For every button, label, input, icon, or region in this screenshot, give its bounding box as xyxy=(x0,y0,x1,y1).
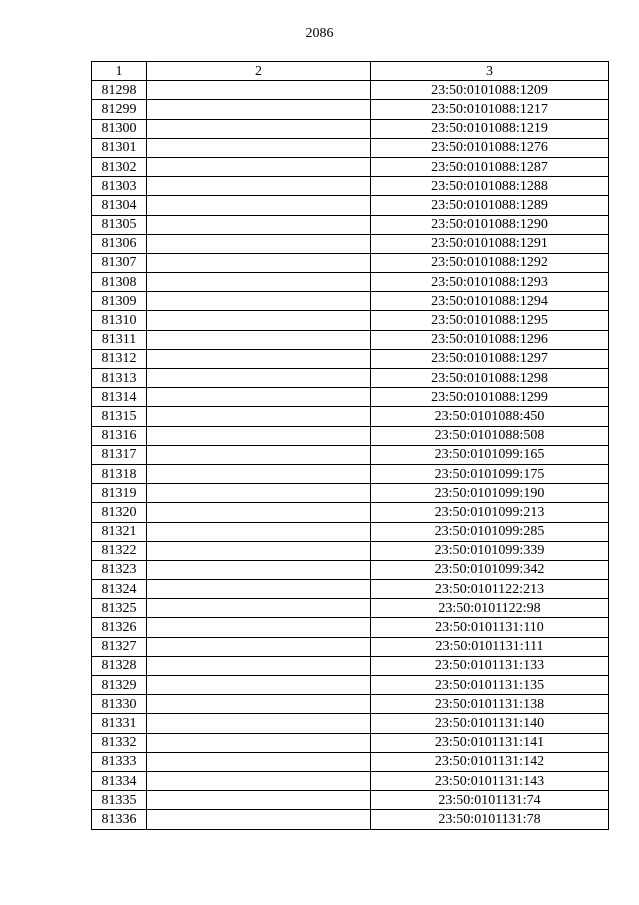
cadastral-number-cell: 23:50:0101088:1289 xyxy=(371,196,609,215)
row-name-cell xyxy=(147,388,371,407)
table-row xyxy=(92,714,609,733)
table-row xyxy=(92,656,609,675)
row-name-cell xyxy=(147,560,371,579)
row-number-cell: 81330 xyxy=(92,695,147,714)
table-row xyxy=(92,388,609,407)
row-number-cell: 81324 xyxy=(92,580,147,599)
row-number-cell: 81325 xyxy=(92,599,147,618)
row-number-cell: 81304 xyxy=(92,196,147,215)
cadastral-number-cell: 23:50:0101088:1294 xyxy=(371,292,609,311)
row-name-cell xyxy=(147,656,371,675)
table-row xyxy=(92,292,609,311)
table-row xyxy=(92,695,609,714)
table-row xyxy=(92,771,609,790)
cadastral-number-cell: 23:50:0101122:213 xyxy=(371,580,609,599)
row-number-cell: 81300 xyxy=(92,119,147,138)
cadastral-number-cell: 23:50:0101131:111 xyxy=(371,637,609,656)
row-name-cell xyxy=(147,522,371,541)
row-name-cell xyxy=(147,695,371,714)
cadastral-number-cell: 23:50:0101131:78 xyxy=(371,810,609,829)
row-number-cell: 81313 xyxy=(92,369,147,388)
table-row xyxy=(92,484,609,503)
table-row xyxy=(92,464,609,483)
cadastral-number-cell: 23:50:0101088:508 xyxy=(371,426,609,445)
row-name-cell xyxy=(147,791,371,810)
row-name-cell xyxy=(147,445,371,464)
row-number-cell: 81312 xyxy=(92,349,147,368)
row-name-cell xyxy=(147,196,371,215)
table-row xyxy=(92,637,609,656)
registry-table xyxy=(91,61,609,830)
table-row xyxy=(92,426,609,445)
row-name-cell xyxy=(147,81,371,100)
cadastral-number-cell: 23:50:0101099:342 xyxy=(371,560,609,579)
cadastral-number-cell: 23:50:0101088:1295 xyxy=(371,311,609,330)
row-number-cell: 81311 xyxy=(92,330,147,349)
row-name-cell xyxy=(147,752,371,771)
cadastral-number-cell: 23:50:0101131:133 xyxy=(371,656,609,675)
table-row xyxy=(92,445,609,464)
cadastral-number-cell: 23:50:0101131:141 xyxy=(371,733,609,752)
row-number-cell: 81298 xyxy=(92,81,147,100)
cadastral-number-cell: 23:50:0101099:339 xyxy=(371,541,609,560)
row-name-cell xyxy=(147,215,371,234)
row-name-cell xyxy=(147,771,371,790)
row-name-cell xyxy=(147,580,371,599)
row-number-cell: 81318 xyxy=(92,464,147,483)
row-number-cell: 81332 xyxy=(92,733,147,752)
table-row xyxy=(92,177,609,196)
table-body xyxy=(92,81,609,829)
row-name-cell xyxy=(147,369,371,388)
row-number-cell: 81301 xyxy=(92,138,147,157)
row-number-cell: 81323 xyxy=(92,560,147,579)
row-number-cell: 81321 xyxy=(92,522,147,541)
row-number-cell: 81310 xyxy=(92,311,147,330)
table-row xyxy=(92,369,609,388)
row-name-cell xyxy=(147,464,371,483)
row-name-cell xyxy=(147,157,371,176)
row-name-cell xyxy=(147,733,371,752)
cadastral-number-cell: 23:50:0101131:142 xyxy=(371,752,609,771)
cadastral-number-cell: 23:50:0101131:140 xyxy=(371,714,609,733)
row-name-cell xyxy=(147,253,371,272)
row-name-cell xyxy=(147,599,371,618)
column-header-2: 2 xyxy=(147,62,371,81)
row-number-cell: 81320 xyxy=(92,503,147,522)
table-row xyxy=(92,81,609,100)
table-row xyxy=(92,138,609,157)
row-name-cell xyxy=(147,100,371,119)
cadastral-number-cell: 23:50:0101088:1297 xyxy=(371,349,609,368)
row-number-cell: 81317 xyxy=(92,445,147,464)
row-number-cell: 81306 xyxy=(92,234,147,253)
cadastral-number-cell: 23:50:0101088:1219 xyxy=(371,119,609,138)
cadastral-number-cell: 23:50:0101088:1288 xyxy=(371,177,609,196)
cadastral-number-cell: 23:50:0101088:1293 xyxy=(371,273,609,292)
row-name-cell xyxy=(147,119,371,138)
row-name-cell xyxy=(147,426,371,445)
table-row xyxy=(92,349,609,368)
row-number-cell: 81328 xyxy=(92,656,147,675)
row-name-cell xyxy=(147,407,371,426)
cadastral-number-cell: 23:50:0101131:74 xyxy=(371,791,609,810)
row-number-cell: 81322 xyxy=(92,541,147,560)
cadastral-number-cell: 23:50:0101088:1298 xyxy=(371,369,609,388)
row-name-cell xyxy=(147,618,371,637)
row-number-cell: 81308 xyxy=(92,273,147,292)
row-number-cell: 81303 xyxy=(92,177,147,196)
cadastral-number-cell: 23:50:0101099:165 xyxy=(371,445,609,464)
row-number-cell: 81302 xyxy=(92,157,147,176)
column-header-1: 1 xyxy=(92,62,147,81)
row-name-cell xyxy=(147,311,371,330)
row-name-cell xyxy=(147,292,371,311)
table-row xyxy=(92,253,609,272)
page-number: 2086 xyxy=(305,26,334,41)
row-name-cell xyxy=(147,503,371,522)
row-name-cell xyxy=(147,330,371,349)
row-name-cell xyxy=(147,138,371,157)
cadastral-number-cell: 23:50:0101131:138 xyxy=(371,695,609,714)
cadastral-number-cell: 23:50:0101088:1287 xyxy=(371,157,609,176)
row-number-cell: 81326 xyxy=(92,618,147,637)
cadastral-number-cell: 23:50:0101088:1299 xyxy=(371,388,609,407)
table-row xyxy=(92,215,609,234)
table-row xyxy=(92,196,609,215)
table-row xyxy=(92,810,609,829)
row-name-cell xyxy=(147,676,371,695)
row-number-cell: 81333 xyxy=(92,752,147,771)
table-row xyxy=(92,599,609,618)
table-row xyxy=(92,273,609,292)
cadastral-number-cell: 23:50:0101122:98 xyxy=(371,599,609,618)
cadastral-number-cell: 23:50:0101099:285 xyxy=(371,522,609,541)
cadastral-number-cell: 23:50:0101099:175 xyxy=(371,464,609,483)
table-row xyxy=(92,157,609,176)
table-row xyxy=(92,733,609,752)
row-number-cell: 81319 xyxy=(92,484,147,503)
row-name-cell xyxy=(147,541,371,560)
cadastral-number-cell: 23:50:0101088:1217 xyxy=(371,100,609,119)
table-row xyxy=(92,752,609,771)
cadastral-number-cell: 23:50:0101088:1292 xyxy=(371,253,609,272)
cadastral-number-cell: 23:50:0101088:450 xyxy=(371,407,609,426)
table-row xyxy=(92,407,609,426)
cadastral-number-cell: 23:50:0101088:1209 xyxy=(371,81,609,100)
row-number-cell: 81305 xyxy=(92,215,147,234)
row-name-cell xyxy=(147,349,371,368)
cadastral-number-cell: 23:50:0101099:213 xyxy=(371,503,609,522)
row-number-cell: 81329 xyxy=(92,676,147,695)
table-row xyxy=(92,676,609,695)
row-name-cell xyxy=(147,177,371,196)
cadastral-number-cell: 23:50:0101088:1290 xyxy=(371,215,609,234)
row-number-cell: 81335 xyxy=(92,791,147,810)
table-row xyxy=(92,311,609,330)
cadastral-number-cell: 23:50:0101131:143 xyxy=(371,771,609,790)
cadastral-number-cell: 23:50:0101099:190 xyxy=(371,484,609,503)
cadastral-number-cell: 23:50:0101088:1276 xyxy=(371,138,609,157)
row-number-cell: 81315 xyxy=(92,407,147,426)
row-number-cell: 81314 xyxy=(92,388,147,407)
row-number-cell: 81316 xyxy=(92,426,147,445)
cadastral-number-cell: 23:50:0101088:1291 xyxy=(371,234,609,253)
row-name-cell xyxy=(147,810,371,829)
row-number-cell: 81327 xyxy=(92,637,147,656)
row-name-cell xyxy=(147,234,371,253)
table-row xyxy=(92,580,609,599)
column-header-3: 3 xyxy=(371,62,609,81)
table-row xyxy=(92,560,609,579)
row-name-cell xyxy=(147,714,371,733)
row-name-cell xyxy=(147,637,371,656)
row-number-cell: 81336 xyxy=(92,810,147,829)
table-row xyxy=(92,330,609,349)
row-name-cell xyxy=(147,273,371,292)
table-row xyxy=(92,119,609,138)
cadastral-number-cell: 23:50:0101131:135 xyxy=(371,676,609,695)
row-number-cell: 81307 xyxy=(92,253,147,272)
table-row xyxy=(92,618,609,637)
row-number-cell: 81334 xyxy=(92,771,147,790)
row-number-cell: 81309 xyxy=(92,292,147,311)
row-name-cell xyxy=(147,484,371,503)
table-row xyxy=(92,100,609,119)
cadastral-number-cell: 23:50:0101131:110 xyxy=(371,618,609,637)
cadastral-number-cell: 23:50:0101088:1296 xyxy=(371,330,609,349)
row-number-cell: 81299 xyxy=(92,100,147,119)
row-number-cell: 81331 xyxy=(92,714,147,733)
table-row xyxy=(92,541,609,560)
table-row xyxy=(92,503,609,522)
table-row xyxy=(92,234,609,253)
table-row xyxy=(92,522,609,541)
table-row xyxy=(92,791,609,810)
table-header-row xyxy=(92,62,609,81)
